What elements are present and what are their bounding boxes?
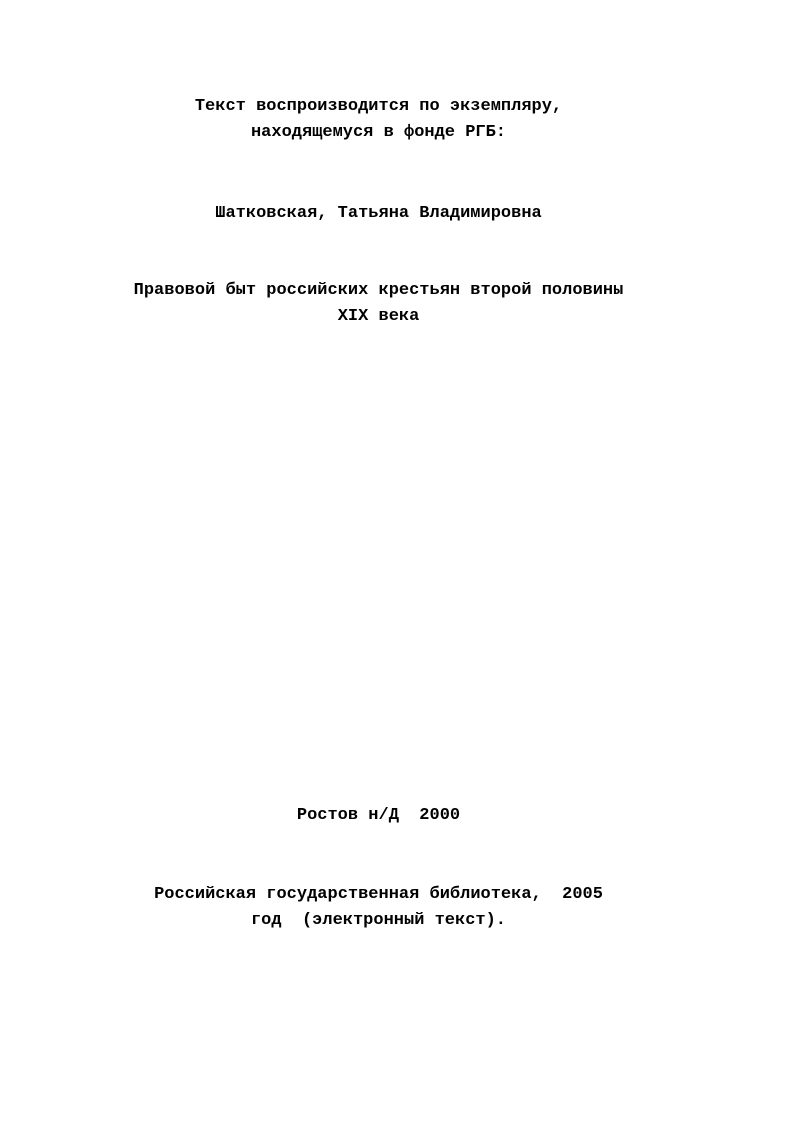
library-note-line-1: Российская государственная библиотека, 2005 — [154, 885, 603, 904]
author-name: Шатковская, Татьяна Владимировна — [215, 204, 542, 223]
library-note-line-2: год (электронный текст). — [250, 911, 507, 930]
source-note-line-2: находящемуся в фонде РГБ: — [250, 123, 507, 142]
document-title-line-1: Правовой быт российских крестьян второй половины — [133, 281, 624, 300]
document-title-line-2: XIX века — [337, 307, 420, 326]
imprint-place-year: Ростов н/Д 2000 — [296, 806, 461, 825]
source-note-line-1: Текст воспроизводится по экземпляру, — [194, 97, 563, 116]
